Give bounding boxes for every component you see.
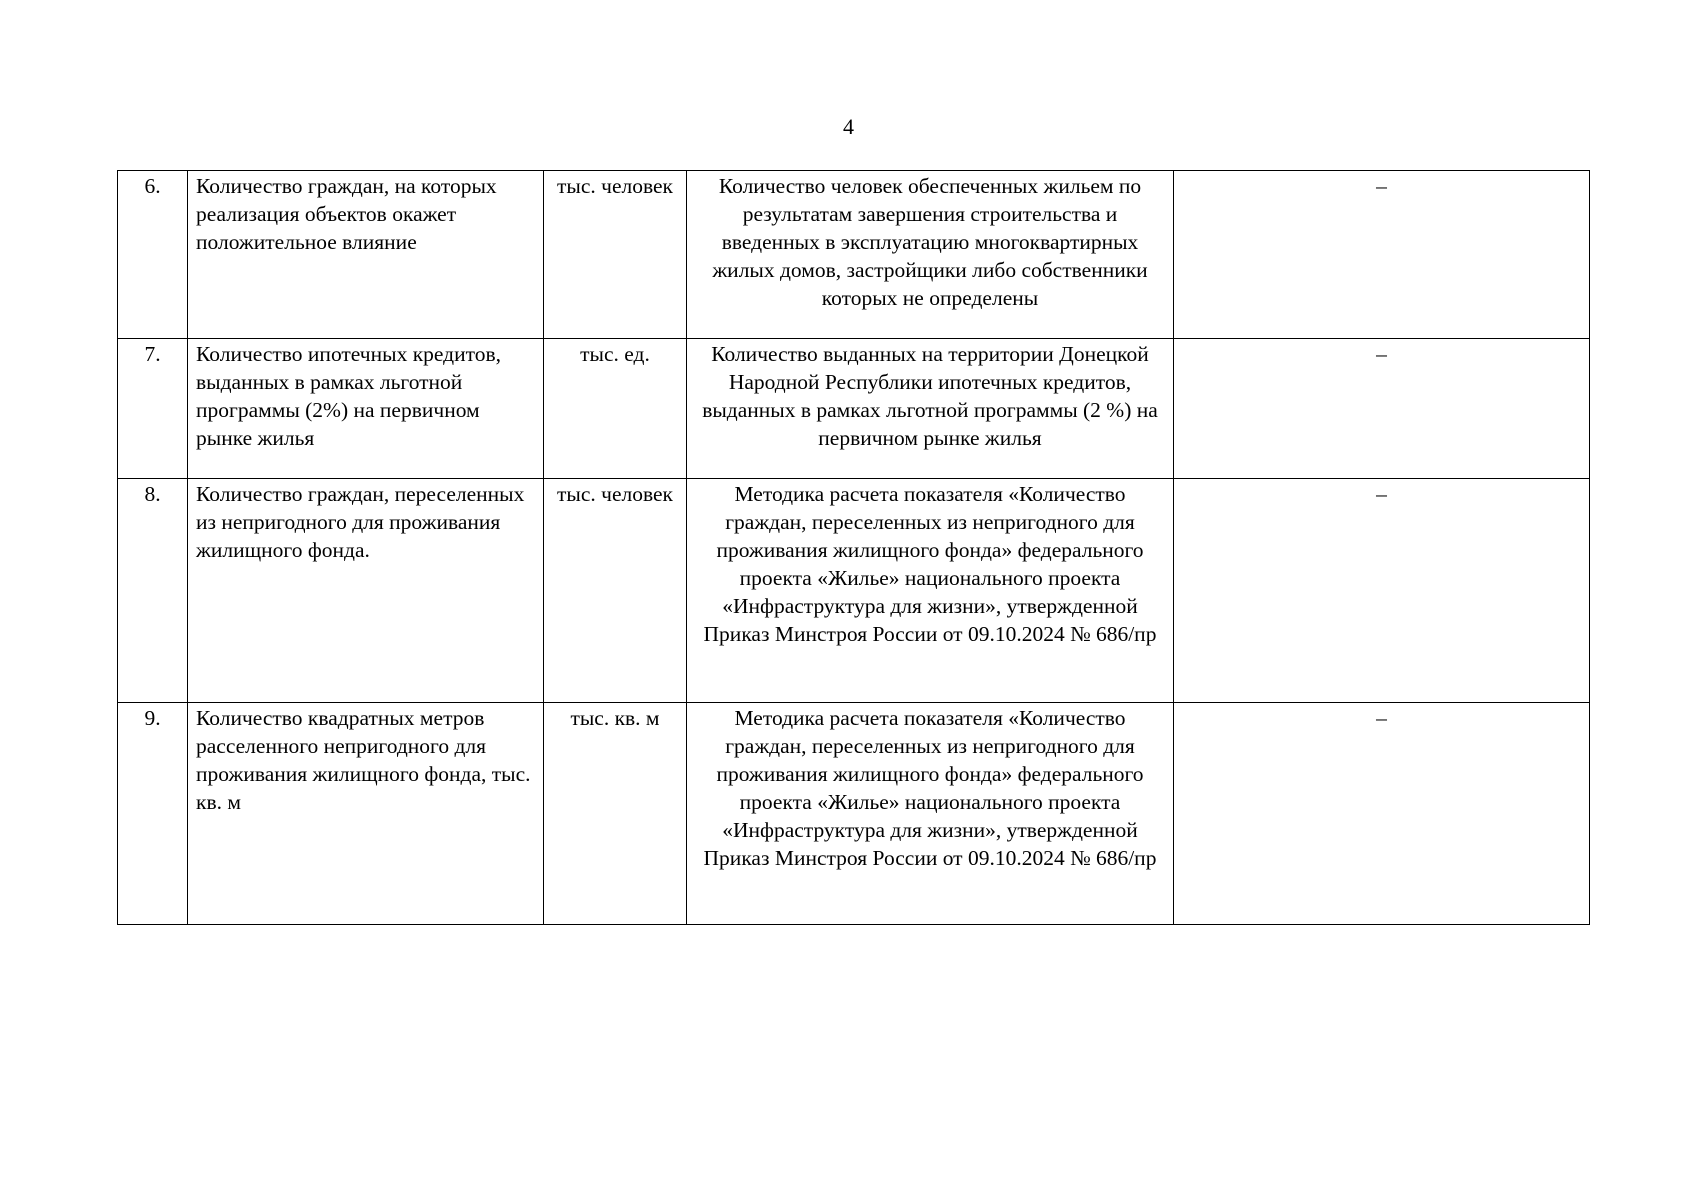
unit-cell: тыс. ед. xyxy=(544,339,687,479)
row-number-cell: 6. xyxy=(118,171,188,339)
indicator-name-cell: Количество граждан, переселенных из непригодного для проживания жилищного фонда. xyxy=(188,479,544,703)
unit-cell: тыс. кв. м xyxy=(544,703,687,925)
extra-cell: – xyxy=(1174,171,1590,339)
page-number: 4 xyxy=(843,114,854,139)
table-row xyxy=(118,479,1590,703)
row-number-cell: 9. xyxy=(118,703,188,925)
table-row xyxy=(118,339,1590,479)
unit-cell: тыс. человек xyxy=(544,479,687,703)
method-cell: Методика расчета показателя «Количество граждан, переселенных из непригодного для проживания жилищного фонда» федерального проекта «Жилье» национального проекта «Инфраструктура для жизни», утвержденной Приказ Минстроя России от 09.10.2024 № 686/пр xyxy=(687,479,1174,703)
method-cell: Количество выданных на территории Донецкой Народной Республики ипотечных кредитов, выданных в рамках льготной программы (2 %) на первичном рынке жилья xyxy=(687,339,1174,479)
extra-cell: – xyxy=(1174,703,1590,925)
table-row xyxy=(118,703,1590,925)
method-cell: Количество человек обеспеченных жильем по результатам завершения строительства и введенных в эксплуатацию многоквартирных жилых домов, застройщики либо собственники которых не определены xyxy=(687,171,1174,339)
table-row xyxy=(118,171,1590,339)
row-number-cell: 7. xyxy=(118,339,188,479)
extra-cell: – xyxy=(1174,479,1590,703)
row-number-cell: 8. xyxy=(118,479,188,703)
indicator-name-cell: Количество ипотечных кредитов, выданных в рамках льготной программы (2%) на первичном рынке жилья xyxy=(188,339,544,479)
extra-cell: – xyxy=(1174,339,1590,479)
indicator-name-cell: Количество квадратных метров расселенного непригодного для проживания жилищного фонда, тыс. кв. м xyxy=(188,703,544,925)
method-cell: Методика расчета показателя «Количество граждан, переселенных из непригодного для проживания жилищного фонда» федерального проекта «Жилье» национального проекта «Инфраструктура для жизни», утвержденной Приказ Минстроя России от 09.10.2024 № 686/пр xyxy=(687,703,1174,925)
indicators-table xyxy=(117,170,1590,925)
indicator-name-cell: Количество граждан, на которых реализация объектов окажет положительное влияние xyxy=(188,171,544,339)
unit-cell: тыс. человек xyxy=(544,171,687,339)
